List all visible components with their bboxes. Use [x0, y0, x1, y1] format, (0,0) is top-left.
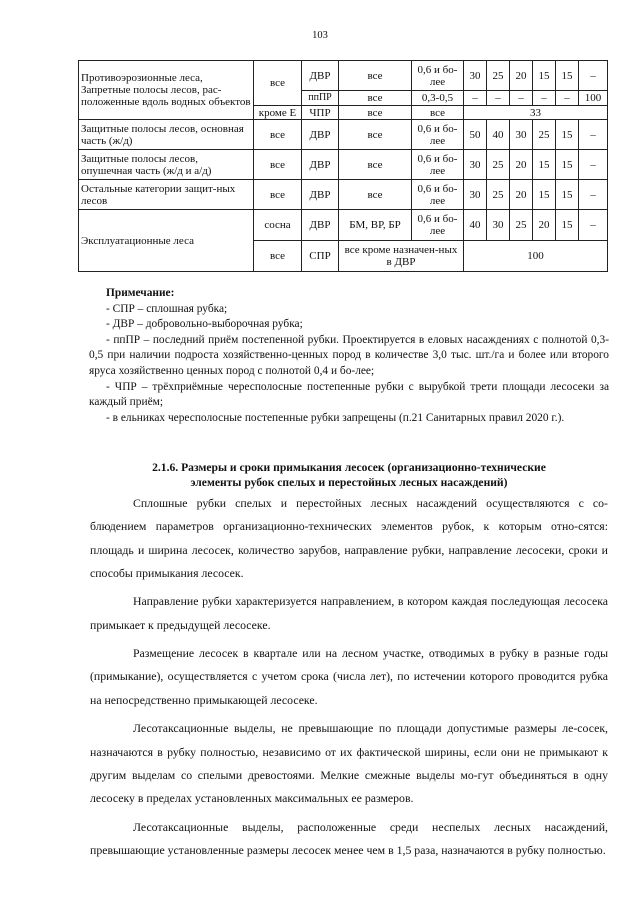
category-cell: Защитные полосы лесов, основная часть (ж/д)	[79, 120, 254, 150]
value-cell: 20	[510, 180, 533, 210]
value-cell: 15	[556, 150, 579, 180]
group-cell: все	[339, 120, 412, 150]
category-cell: Остальные категории защит-ных лесов	[79, 180, 254, 210]
value-cell: –	[579, 210, 608, 241]
note-item: - ДВР – добровольно-выборочная рубка;	[106, 318, 303, 331]
value-cell: 15	[533, 150, 556, 180]
value-cell: 25	[487, 150, 510, 180]
value-cell: 15	[533, 61, 556, 91]
value-cell: –	[579, 120, 608, 150]
group-cell: все	[339, 61, 412, 91]
body-paragraph: Размещение лесосек в квартале или на лесном участке, отводимых в рубку в разные годы (примыкание), осуществляется с учетом срока (числа лет), по истечении которого проводится рубка на непосредственно примыкающей лесосеке.	[90, 646, 608, 707]
density-cell: 0,6 и бо-лее	[412, 120, 464, 150]
felling-type-cell: ДВР	[302, 150, 339, 180]
table-row	[79, 120, 608, 150]
species-cell: все	[254, 241, 302, 272]
section-title	[90, 460, 608, 490]
group-cell: все	[339, 150, 412, 180]
note-item: - в ельниках чересполосные постепенные рубки запрещены (п.21 Санитарных правил 2020 г.).	[106, 411, 565, 424]
section-title-line: элементы рубок спелых и перестойных лесных насаждений)	[190, 476, 508, 489]
value-cell: –	[556, 91, 579, 106]
value-cell: –	[464, 91, 487, 106]
value-cell: 30	[487, 210, 510, 241]
table-row	[79, 61, 608, 91]
density-cell: все	[412, 106, 464, 120]
species-cell: все	[254, 150, 302, 180]
value-cell: 15	[556, 180, 579, 210]
density-cell: 0,6 и бо-лее	[412, 61, 464, 91]
felling-parameters-table	[78, 60, 608, 272]
value-cell: –	[579, 180, 608, 210]
note-item: - ппПР – последний приём постепенной рубки. Проектируется в еловых насаждениях с полнотой 0,3-0,5 при наличии подроста хозяйственно-ценных пород в количестве 3,0 тыс. шт./га и более или второго яруса хозяйственно ценных пород с полнотой 0,4 и бо-лее;	[89, 333, 609, 377]
group-cell: все	[339, 91, 412, 106]
value-cell: 15	[556, 61, 579, 91]
species-cell: все	[254, 180, 302, 210]
group-cell: все	[339, 106, 412, 120]
value-cell: 20	[510, 61, 533, 91]
density-cell: 0,3-0,5	[412, 91, 464, 106]
value-cell: –	[579, 61, 608, 91]
value-cell: 15	[533, 180, 556, 210]
page-number: 103	[312, 30, 328, 41]
value-cell: 25	[487, 61, 510, 91]
value-cell: 100	[579, 91, 608, 106]
notes-heading: Примечание:	[106, 287, 175, 299]
group-cell: все	[339, 180, 412, 210]
felling-type-cell: ппПР	[302, 91, 339, 106]
value-cell: –	[510, 91, 533, 106]
species-cell: все	[254, 120, 302, 150]
species-cell: сосна	[254, 210, 302, 241]
category-cell: Эксплуатационные леса	[79, 210, 254, 272]
value-cell: 20	[533, 210, 556, 241]
body-paragraph: Лесотаксационные выделы, расположенные среди неспелых лесных насаждений, превышающие установленные размеры лесосек менее чем в 1,5 раза, назначаются в рубку полностью.	[90, 819, 608, 857]
table-row	[79, 150, 608, 180]
felling-type-cell: ДВР	[302, 210, 339, 241]
felling-type-cell: СПР	[302, 241, 339, 272]
merged-value-cell: 33	[464, 106, 608, 120]
value-cell: –	[533, 91, 556, 106]
category-cell: Противоэрозионные леса, Запретные полосы лесов, рас-положенные вдоль водных объектов	[79, 61, 254, 120]
table-row	[79, 210, 608, 241]
note-item: - ЧПР – трёхприёмные чересполосные постепенные рубки с вырубкой трети площади лесосеки за каждый приём;	[89, 380, 609, 409]
body-paragraph: Направление рубки характеризуется направлением, в котором каждая последующая лесосека примыкает к предыдущей лесосеке.	[90, 594, 608, 632]
section-title-line: 2.1.6. Размеры и сроки примыкания лесосек (организационно-технические	[152, 461, 546, 474]
felling-type-cell: ДВР	[302, 61, 339, 91]
value-cell: 30	[464, 150, 487, 180]
felling-type-cell: ДВР	[302, 180, 339, 210]
value-cell: 15	[556, 120, 579, 150]
species-cell: все	[254, 61, 302, 106]
density-cell: 0,6 и бо-лее	[412, 210, 464, 241]
merged-value-cell: 100	[464, 241, 608, 272]
notes-section	[89, 286, 609, 426]
value-cell: 15	[556, 210, 579, 241]
felling-type-cell: ЧПР	[302, 106, 339, 120]
species-cell: кроме Е	[254, 106, 302, 120]
body-paragraph: Лесотаксационные выделы, не превышающие по площади допустимые размеры ле-сосек, назначаются в рубку полностью, независимо от их фактической ширины, если они не примыкают к другим выделам со спелыми древостоями. Мелкие смежные выделы мо-гут объединяться в одну лесосеку в пределах установленных максимальных ее размеров.	[90, 721, 608, 806]
value-cell: 50	[464, 120, 487, 150]
density-cell: 0,6 и бо-лее	[412, 150, 464, 180]
value-cell: 30	[464, 61, 487, 91]
density-cell: 0,6 и бо-лее	[412, 180, 464, 210]
value-cell: 25	[487, 180, 510, 210]
group-cell: все кроме назначен-ных в ДВР	[339, 241, 464, 272]
value-cell: 40	[464, 210, 487, 241]
value-cell: 30	[510, 120, 533, 150]
value-cell: –	[579, 150, 608, 180]
note-item: - СПР – сплошная рубка;	[106, 302, 228, 315]
category-cell: Защитные полосы лесов, опушечная часть (ж/д и а/д)	[79, 150, 254, 180]
table-row	[79, 180, 608, 210]
felling-type-cell: ДВР	[302, 120, 339, 150]
value-cell: –	[487, 91, 510, 106]
group-cell: БМ, ВР, БР	[339, 210, 412, 241]
value-cell: 25	[510, 210, 533, 241]
value-cell: 40	[487, 120, 510, 150]
section-body	[90, 492, 608, 867]
value-cell: 30	[464, 180, 487, 210]
body-paragraph: Сплошные рубки спелых и перестойных лесных насаждений осуществляются с со-блюдением параметров организационно-технических элементов рубок, к которым отно-сятся: площадь и ширина лесосек, количество зарубов, направление рубки, направление лесосеки, сроки и способы примыкания лесосек.	[90, 496, 608, 580]
value-cell: 20	[510, 150, 533, 180]
value-cell: 25	[533, 120, 556, 150]
